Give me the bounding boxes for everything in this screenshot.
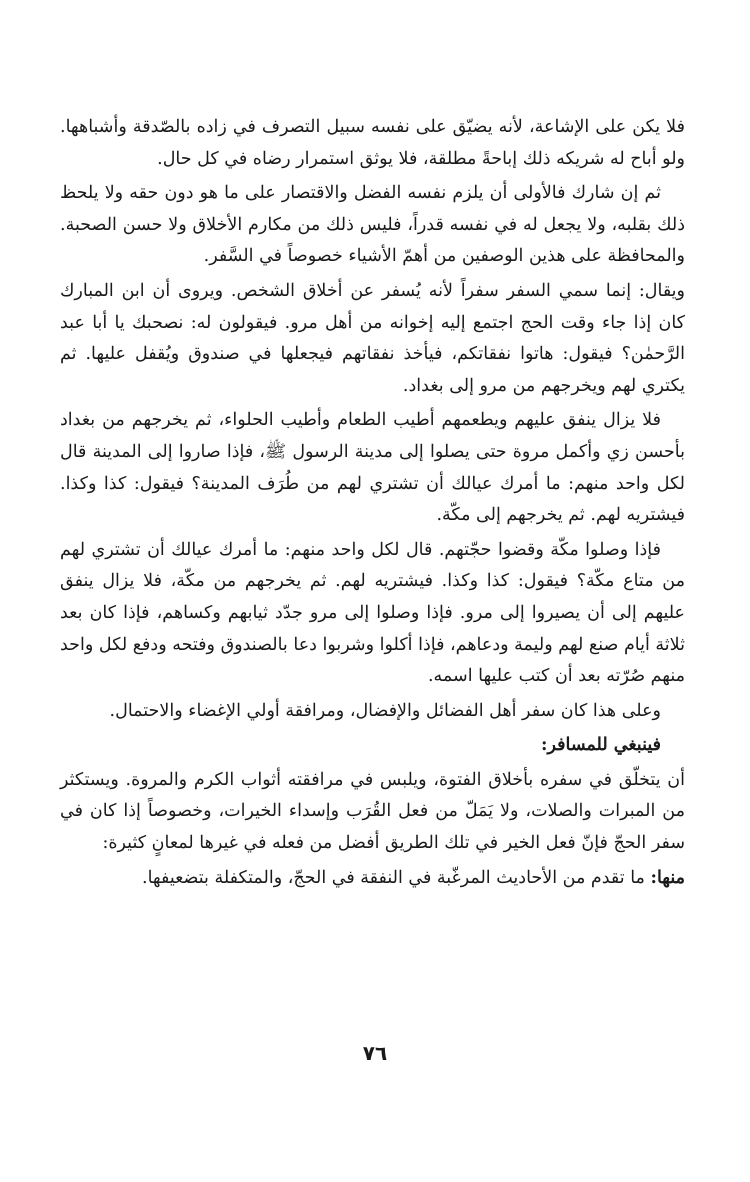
paragraph-8-lead: منها: bbox=[650, 867, 685, 888]
paragraph-8 bbox=[60, 863, 685, 895]
page-number: ٧٦ bbox=[362, 1041, 388, 1065]
paragraph-3: ويقال: إنما سمي السفر سفراً لأنه يُسفر عن أخلاق الشخص. ويروى أن ابن المبارك كان إذا جاء وقت الحج اجتمع إليه إخوانه من أهل مرو. فيقولون له: نصحبك يا أبا عبد الرَّحمٰن؟ فيقول: هاتوا نفقاتكم، فيأخذ نفقاتهم فيجعلها في صندوق ويُقفل عليها. ثم يكتري لهم ويخرجهم من مرو إلى بغداد. bbox=[60, 280, 685, 396]
paragraph-4: فلا يزال ينفق عليهم ويطعمهم أطيب الطعام وأطيب الحلواء، ثم يخرجهم من بغداد بأحسن زي وأكمل مروة حتى يصلوا إلى مدينة الرسول ﷺ، فإذا صاروا إلى المدينة قال لكل واحد منهم: ما أمرك عيالك أن تشتري لهم من طُرَف المدينة؟ فيقول: كذا وكذا. فيشتريه لهم. ثم يخرجهم إلى مكّة. bbox=[60, 410, 685, 526]
paragraph-8-text: ما تقدم من الأحاديث المرغّبة في النفقة في الحجّ، والمتكفلة بتضعيفها. bbox=[142, 867, 651, 888]
page-body-text bbox=[60, 112, 685, 897]
paragraph-1: فلا يكن على الإشاعة، لأنه يضيّق على نفسه سبيل التصرف في زاده بالصّدقة وأشباهها. ولو أباح له شريكه ذلك إباحةً مطلقة، فلا يوثق استمرار رضاه في كل حال. bbox=[60, 117, 685, 169]
section-heading: فينبغي للمسافر: bbox=[541, 735, 661, 756]
paragraph-7: أن يتخلّق في سفره بأخلاق الفتوة، ويلبس في مرافقته أثواب الكرم والمروة. ويستكثر من المبرات والصلات، ولا يَمَلّ من فعل القُرَب وإسداء الخيرات، وخصوصاً إذا كان في سفر الحجّ فإنّ فعل الخير في تلك الطريق أفضل من فعله في غيرها لمعانٍ كثيرة: bbox=[60, 769, 685, 854]
paragraph-2: ثم إن شارك فالأولى أن يلزم نفسه الفضل والاقتصار على ما هو دون حقه ولا يلحظ ذلك بقلبه، ولا يجعل له في نفسه قدراً، فليس ذلك من مكارم الأخلاق ولا حسن الصحبة. والمحافظة على هذين الوصفين من أهمّ الأشياء خصوصاً في السَّفر. bbox=[60, 183, 685, 267]
paragraph-5: فإذا وصلوا مكّة وقضوا حجّتهم. قال لكل واحد منهم: ما أمرك عيالك أن تشتري لهم من متاع مكّة؟ فيقول: كذا وكذا. فيشتريه لهم. ثم يخرجهم من مكّة، فلا يزال ينفق عليهم إلى أن يصيروا إلى مرو. فإذا وصلوا إلى مرو جدّد ثيابهم وكساهم، فإذا كان بعد ثلاثة أيام صنع لهم وليمة ودعاهم، فإذا أكلوا وشربوا دعا بالصندوق وفتحه ودفع لكل واحد منهم صُرّته بعد أن كتب عليها اسمه. bbox=[60, 539, 685, 687]
paragraph-6: وعلى هذا كان سفر أهل الفضائل والإفضال، ومرافقة أولي الإغضاء والاحتمال. bbox=[109, 700, 661, 721]
